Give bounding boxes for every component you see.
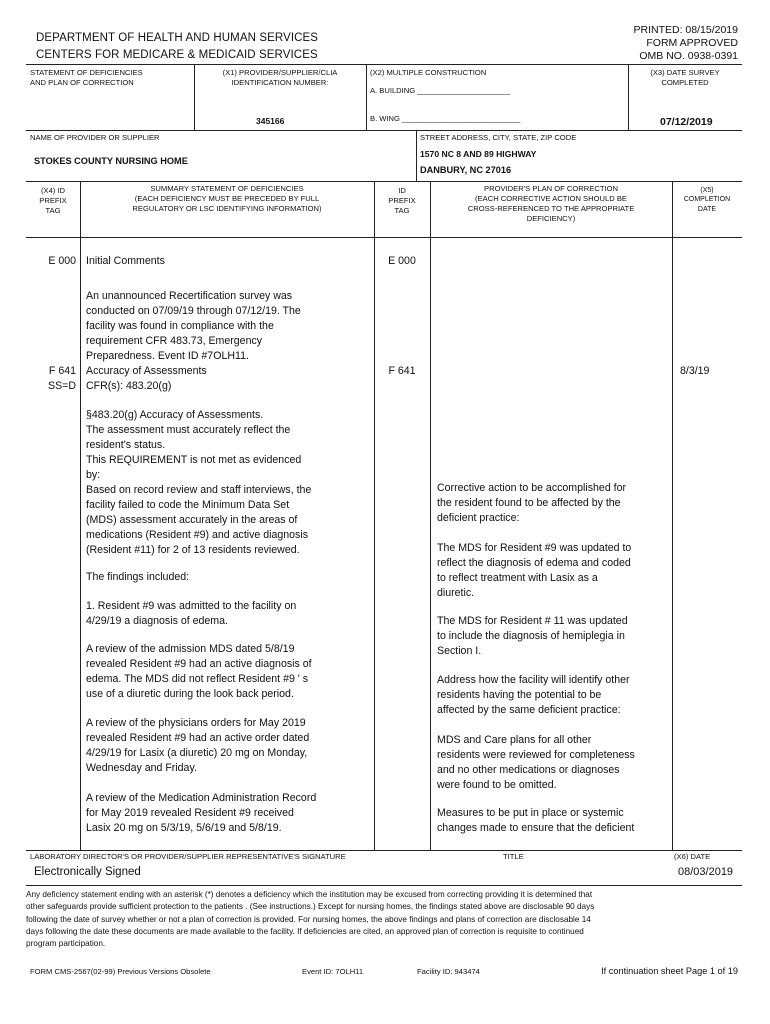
e000-text: An unannounced Recertification survey was conducted on 07/09/19 through 07/12/19. The facility was found in compliance with the requirement CFR 483.73, Emergency Preparedness. Event ID #7OLH11.	[86, 290, 301, 362]
page-number: If continuation sheet Page 1 of 19	[601, 966, 738, 976]
building-label: A. BUILDING ______________________	[370, 86, 511, 95]
title-label: TITLE	[503, 852, 524, 861]
e000-title: Initial Comments	[86, 255, 165, 267]
provider-label: NAME OF PROVIDER OR SUPPLIER	[30, 133, 160, 142]
f641-title: Accuracy of Assessments CFR(s): 483.20(g)	[86, 365, 207, 392]
provider-number: 345166	[256, 116, 285, 126]
x2-label: (X2) MULTIPLE CONSTRUCTION	[370, 68, 487, 77]
centers-title: CENTERS FOR MEDICARE & MEDICAID SERVICES	[36, 49, 318, 61]
x3-label: (X3) DATE SURVEY COMPLETED	[650, 68, 720, 87]
left-paragraph: 1. Resident #9 was admitted to the facility on 4/29/19 a diagnosis of edema.	[86, 600, 297, 627]
right-paragraph: The MDS for Resident #9 was updated to reflect the diagnosis of edema and coded to reflect treatment with Lasix as a diuretic.	[437, 542, 632, 599]
right-paragraph: Corrective action to be accomplished for the resident found to be affected by the deficient practice:	[437, 482, 627, 524]
signature-date-label: (X6) DATE	[674, 852, 711, 861]
signature-label: LABORATORY DIRECTOR'S OR PROVIDER/SUPPLIER REPRESENTATIVE'S SIGNATURE	[30, 852, 346, 861]
f641-scope-severity: SS=D	[48, 380, 76, 392]
wing-label: B. WING ____________________________	[370, 114, 521, 123]
disclosure-footnote: Any deficiency statement ending with an asterisk (*) denotes a deficiency which the institution may be excused from correcting providing it is determined that other safeguards provide sufficient protection to the patients . (See instructions.) Except for nursing homes, the findings stated above are disclosable 90 days following the date of survey whether or not a plan of correction is provided. For nursing homes, the above findings and plans of correction are disclosable 14 days following the date these documents are made available to the facility. If deficiencies are cited, an approved plan of correction is requisite to continued program participation.	[26, 890, 595, 949]
x1-label: (X1) PROVIDER/SUPPLIER/CLIA IDENTIFICATION NUMBER:	[222, 68, 338, 87]
right-paragraph: The MDS for Resident # 11 was updated to include the diagnosis of hemiplegia in Section I.	[437, 615, 628, 657]
col-id-header: ID PREFIX TAG	[388, 186, 416, 215]
col-x4-header: (X4) ID PREFIX TAG	[39, 186, 67, 215]
e000-tag: E 000	[48, 255, 76, 267]
right-paragraph: MDS and Care plans for all other residents were reviewed for completeness and no other medications or diagnoses were found to be omitted.	[437, 734, 635, 791]
right-paragraph: Address how the facility will identify other residents having the potential to be affected by the same deficient practice:	[437, 674, 630, 716]
left-paragraph: The findings included:	[86, 571, 190, 583]
provider-name: STOKES COUNTY NURSING HOME	[34, 156, 188, 166]
department-title: DEPARTMENT OF HEALTH AND HUMAN SERVICES	[36, 32, 319, 44]
left-paragraph: A review of the Medication Administration Record for May 2019 revealed Resident #9 received Lasix 20 mg on 5/3/19, 5/6/19 and 5/8/19.	[86, 792, 317, 834]
left-paragraph: §483.20(g) Accuracy of Assessments. The assessment must accurately reflect the resident's status. This REQUIREMENT is not met as evidenced by: Based on record review and staff interviews, the facility failed to code the Minimum Data Set (MDS) assessment accurately in the areas of medications (Resident #9) and active diagnosis (Resident #11) for 2 of 13 residents reviewed.	[86, 409, 312, 556]
signature-value: Electronically Signed	[34, 866, 141, 878]
right-paragraph: Measures to be put in place or systemic changes made to ensure that the deficient	[437, 807, 635, 834]
omb-number: OMB NO. 0938-0391	[639, 50, 738, 62]
col-x5-header: (X5) COMPLETION DATE	[683, 187, 731, 213]
col-summary-header: SUMMARY STATEMENT OF DEFICIENCIES (EACH DEFICIENCY MUST BE PRECEDED BY FULL REGULATORY OR LSC IDENTIFYING INFORMATION)	[132, 184, 322, 213]
facility-id: Facility ID: 943474	[417, 967, 480, 976]
f641-tag: F 641	[48, 365, 76, 377]
form-approved: FORM APPROVED	[646, 37, 738, 49]
statement-label: STATEMENT OF DEFICIENCIES AND PLAN OF CORRECTION	[30, 68, 143, 87]
f641-id: F 641	[388, 365, 416, 377]
printed-date: PRINTED: 08/15/2019	[633, 24, 738, 36]
event-id: Event ID: 7OLH11	[302, 967, 364, 976]
e000-id: E 000	[388, 255, 416, 267]
address-line1: 1570 NC 8 AND 89 HIGHWAY	[420, 149, 537, 159]
left-paragraph: A review of the physicians orders for May 2019 revealed Resident #9 had an active order dated 4/29/19 for Lasix (a diuretic) 20 mg on Monday, Wednesday and Friday.	[86, 717, 310, 774]
col-plan-header: PROVIDER'S PLAN OF CORRECTION (EACH CORRECTIVE ACTION SHOULD BE CROSS-REFERENCED TO THE APPROPRIATE DEFICIENCY)	[467, 184, 635, 223]
address-line2: DANBURY, NC 27016	[420, 165, 512, 175]
address-label: STREET ADDRESS, CITY, STATE, ZIP CODE	[420, 133, 577, 142]
f641-completion-date: 8/3/19	[680, 365, 710, 377]
survey-completed-date: 07/12/2019	[660, 116, 713, 128]
left-paragraph: A review of the admission MDS dated 5/8/19 revealed Resident #9 had an active diagnosis of edema. The MDS did not reflect Resident #9 ' s use of a diuretic during the look back period.	[86, 643, 312, 700]
form-number: FORM CMS-2567(02-99) Previous Versions Obsolete	[30, 967, 211, 976]
signature-date: 08/03/2019	[678, 866, 734, 878]
